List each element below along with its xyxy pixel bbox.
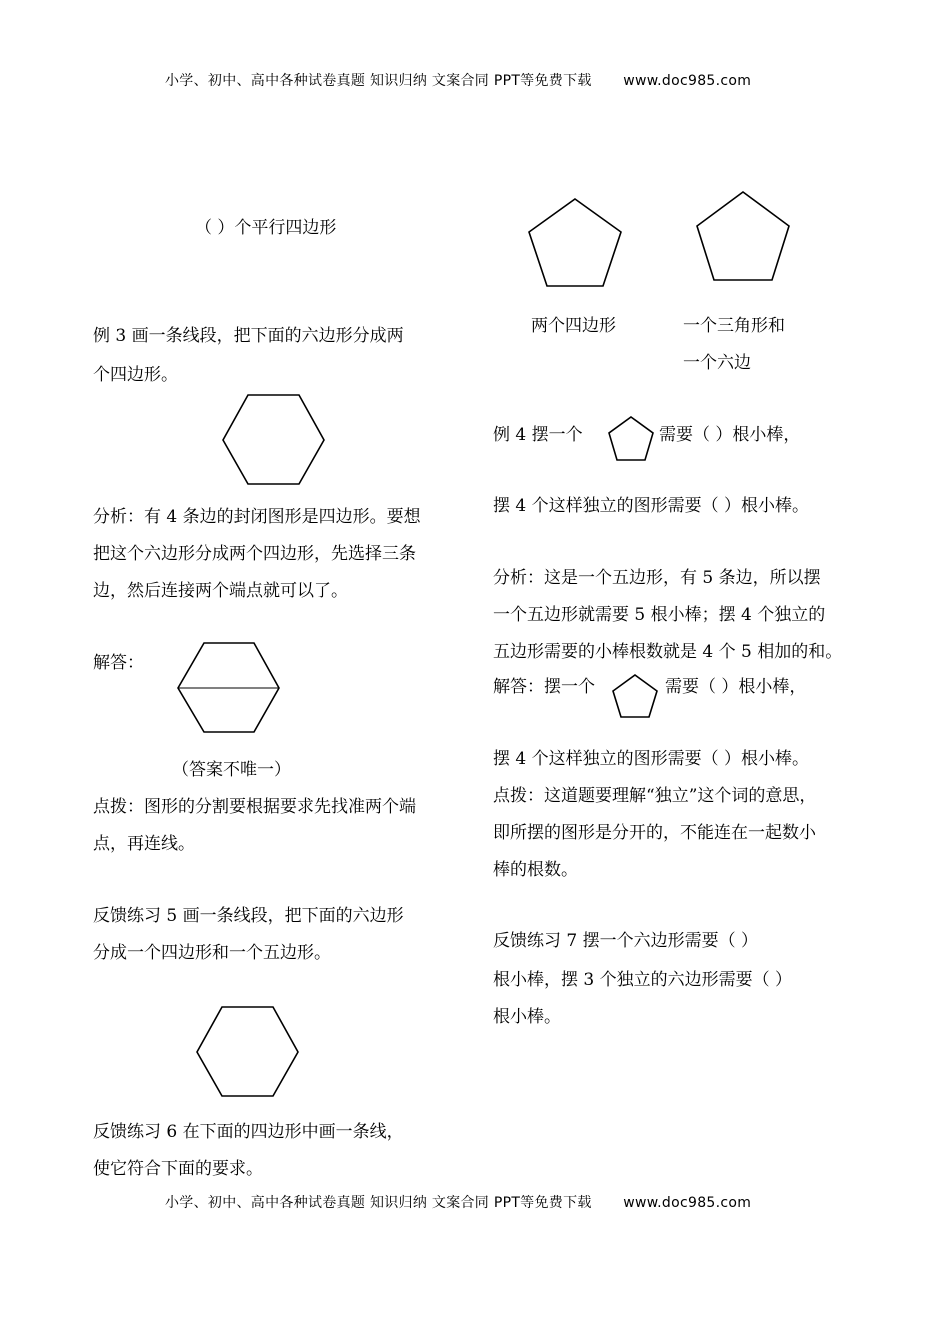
right-tip-line2: 即所摆的图形是分开的，不能连在一起数小 [493, 823, 816, 843]
analysis-line1: 分析：有 4 条边的封闭图形是四边形。要想 [93, 507, 421, 527]
right-answer-suffix: 需要（ ）根小棒， [665, 677, 807, 697]
feedback-5-line2: 分成一个四边形和一个五边形。 [93, 943, 331, 963]
example-3-line2: 个四边形。 [93, 365, 178, 385]
analysis-line3: 边，然后连接两个端点就可以了。 [93, 581, 348, 601]
feedback-7-line3: 根小棒。 [493, 1007, 561, 1027]
right-answer-line2: 摆 4 个这样独立的图形需要（ ）根小棒。 [493, 749, 810, 769]
feedback-5-line1: 反馈练习 5 画一条线段，把下面的六边形 [93, 906, 404, 926]
tip-line2: 点，再连线。 [93, 834, 195, 854]
header-url: www.doc985.com [623, 73, 752, 89]
right-analysis-line3: 五边形需要的小棒根数就是 4 个 5 相加的和。 [493, 642, 843, 662]
parallelogram-count-blank: （ ）个平行四边形 [195, 218, 337, 238]
example-4-pentagon [609, 417, 653, 460]
footer-url: www.doc985.com [623, 1195, 752, 1211]
feedback-6-line2: 使它符合下面的要求。 [93, 1159, 263, 1179]
page-footer [165, 1192, 751, 1212]
right-answer-prefix: 解答：摆一个 [493, 677, 595, 697]
example-4-suffix: 需要（ ）根小棒， [659, 425, 801, 445]
right-tip-line1: 点拨：这道题要理解“独立”这个词的意思， [493, 786, 817, 806]
feedback-7-line1: 反馈练习 7 摆一个六边形需要（ ） [493, 931, 759, 951]
example-4-line2: 摆 4 个这样独立的图形需要（ ）根小棒。 [493, 496, 810, 516]
analysis-line2: 把这个六边形分成两个四边形，先选择三条 [93, 544, 416, 564]
pentagon-two-quads [529, 199, 621, 286]
right-analysis-line2: 一个五边形就需要 5 根小棒；摆 4 个独立的 [493, 605, 826, 625]
pentagon-tri-hex [697, 192, 789, 280]
feedback-6-line1: 反馈练习 6 在下面的四边形中画一条线， [93, 1122, 404, 1142]
example-4-prefix: 例 4 摆一个 [493, 425, 583, 445]
footer-text: 小学、初中、高中各种试卷真题 知识归纳 文案合同 PPT等免费下载 [165, 1195, 592, 1211]
caption-two-quadrilaterals: 两个四边形 [531, 316, 616, 336]
answer-note: （答案不唯一） [172, 760, 291, 780]
example-3-line1: 例 3 画一条线段，把下面的六边形分成两 [93, 326, 404, 346]
answer-label: 解答： [93, 653, 144, 673]
header-text: 小学、初中、高中各种试卷真题 知识归纳 文案合同 PPT等免费下载 [165, 73, 592, 89]
tip-line1: 点拨：图形的分割要根据要求先找准两个端 [93, 797, 416, 817]
right-analysis-line1: 分析：这是一个五边形，有 5 条边，所以摆 [493, 568, 821, 588]
caption-triangle-hexagon-line1: 一个三角形和 [683, 316, 785, 336]
answer-pentagon [613, 675, 657, 717]
caption-triangle-hexagon-line2: 一个六边 [683, 353, 751, 373]
feedback-7-line2: 根小棒，摆 3 个独立的六边形需要（ ） [493, 970, 793, 990]
right-tip-line3: 棒的根数。 [493, 860, 578, 880]
